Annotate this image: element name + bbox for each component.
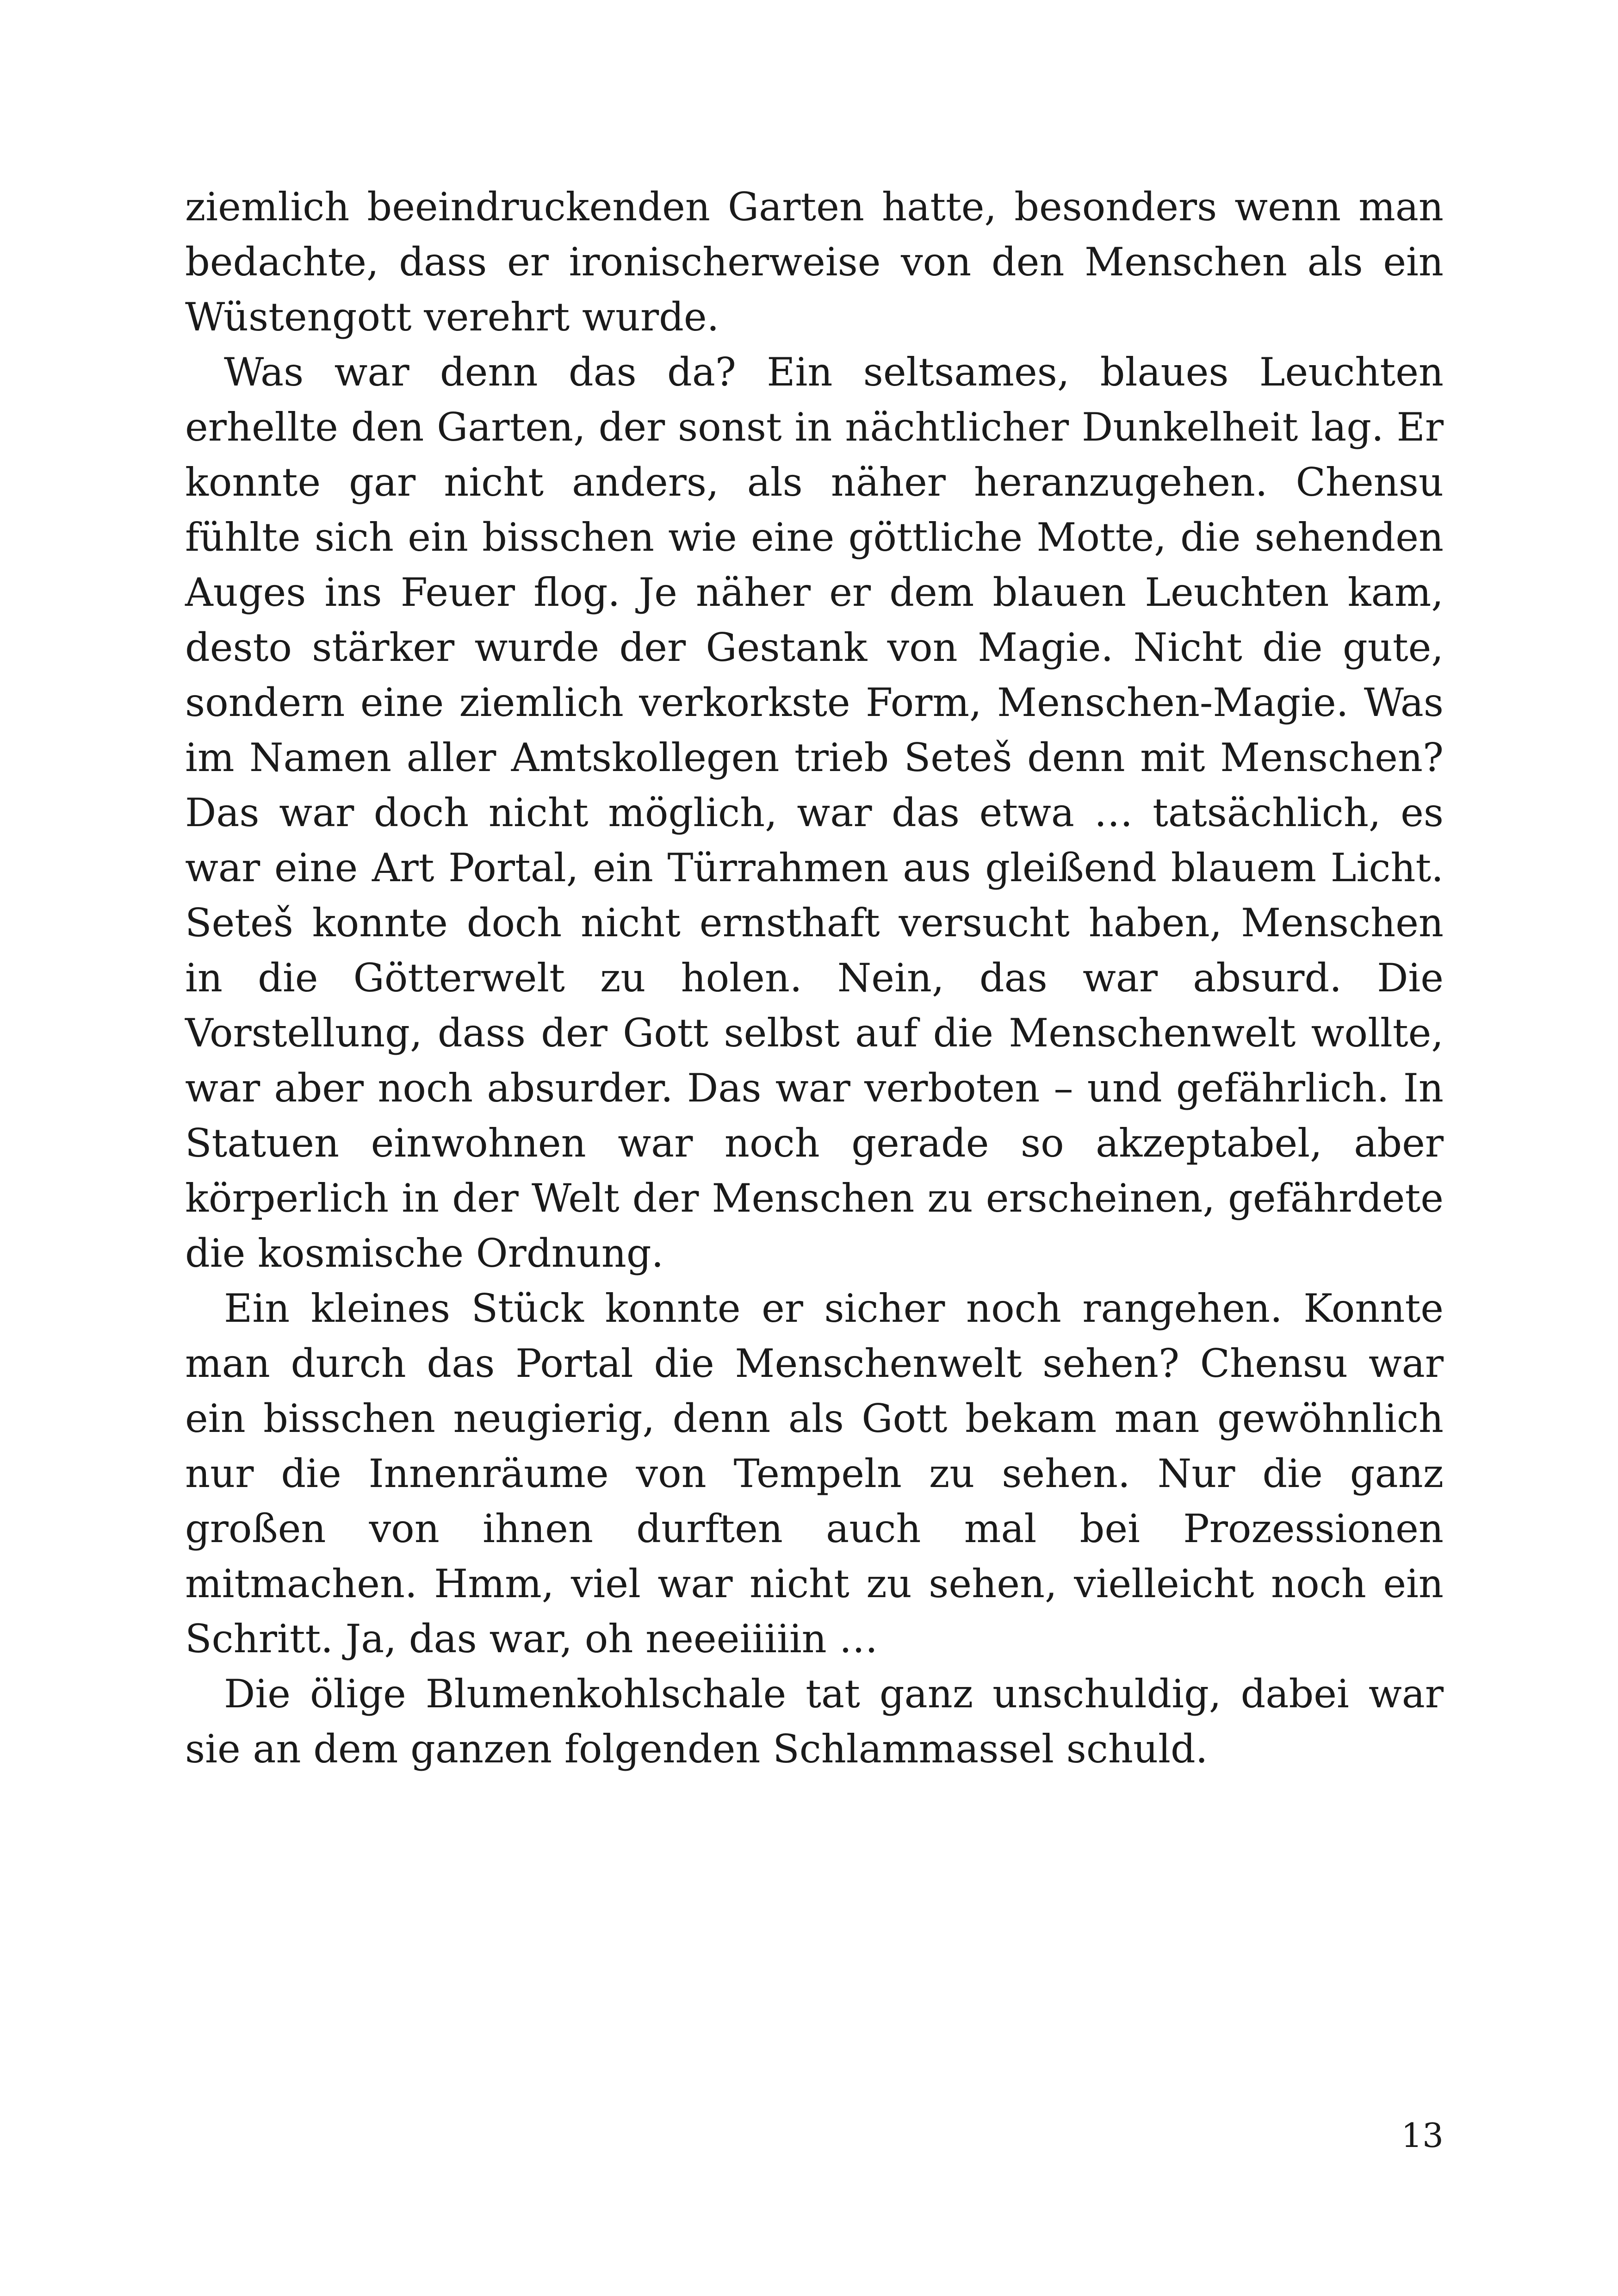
- paragraph-1: ziemlich beeindruckenden Garten hatte, besonders wenn man bedachte, dass er ironischerweise von den Menschen als ein Wüstengott verehrt wurde.: [185, 184, 1444, 340]
- body-text: [185, 180, 1444, 1777]
- page-number: 13: [1401, 2116, 1444, 2155]
- paragraph-3: Ein kleines Stück konnte er sicher noch rangehen. Konnte man durch das Portal die Menschenwelt sehen? Chensu war ein bisschen neugierig, denn als Gott bekam man gewöhnlich nur die Innenräume von Tempeln zu sehen. Nur die ganz großen von ihnen durften auch mal bei Prozessionen mitmachen. Hmm, viel war nicht zu sehen, vielleicht noch ein Schritt. Ja, das war, oh neeeiiiiin …: [185, 1286, 1444, 1661]
- paragraph-2: Was war denn das da? Ein seltsames, blaues Leuchten erhellte den Garten, der sonst in nächtlicher Dunkelheit lag. Er konnte gar nicht anders, als näher heranzugehen. Chensu fühlte sich ein bisschen wie eine göttliche Motte, die sehenden Auges ins Feuer flog. Je näher er dem blauen Leuchten kam, desto stärker wurde der Gestank von Magie. Nicht die gute, sondern eine ziemlich verkorkste Form, Menschen-Magie. Was im Namen aller Amtskollegen trieb Seteš denn mit Menschen? Das war doch nicht möglich, war das etwa … tatsächlich, es war eine Art Portal, ein Türrahmen aus gleißend blauem Licht. Seteš konnte doch nicht ernsthaft versucht haben, Menschen in die Götterwelt zu holen. Nein, das war absurd. Die Vorstellung, dass der Gott selbst auf die Menschenwelt wollte, war aber noch absurder. Das war verboten – und gefährlich. In Statuen einwohnen war noch gerade so akzeptabel, aber körperlich in der Welt der Menschen zu erscheinen, gefährdete die kosmische Ordnung.: [185, 349, 1444, 1276]
- paragraph-4: Die ölige Blumenkohlschale tat ganz unschuldig, dabei war sie an dem ganzen folgenden Schlammassel schuld.: [185, 1671, 1444, 1772]
